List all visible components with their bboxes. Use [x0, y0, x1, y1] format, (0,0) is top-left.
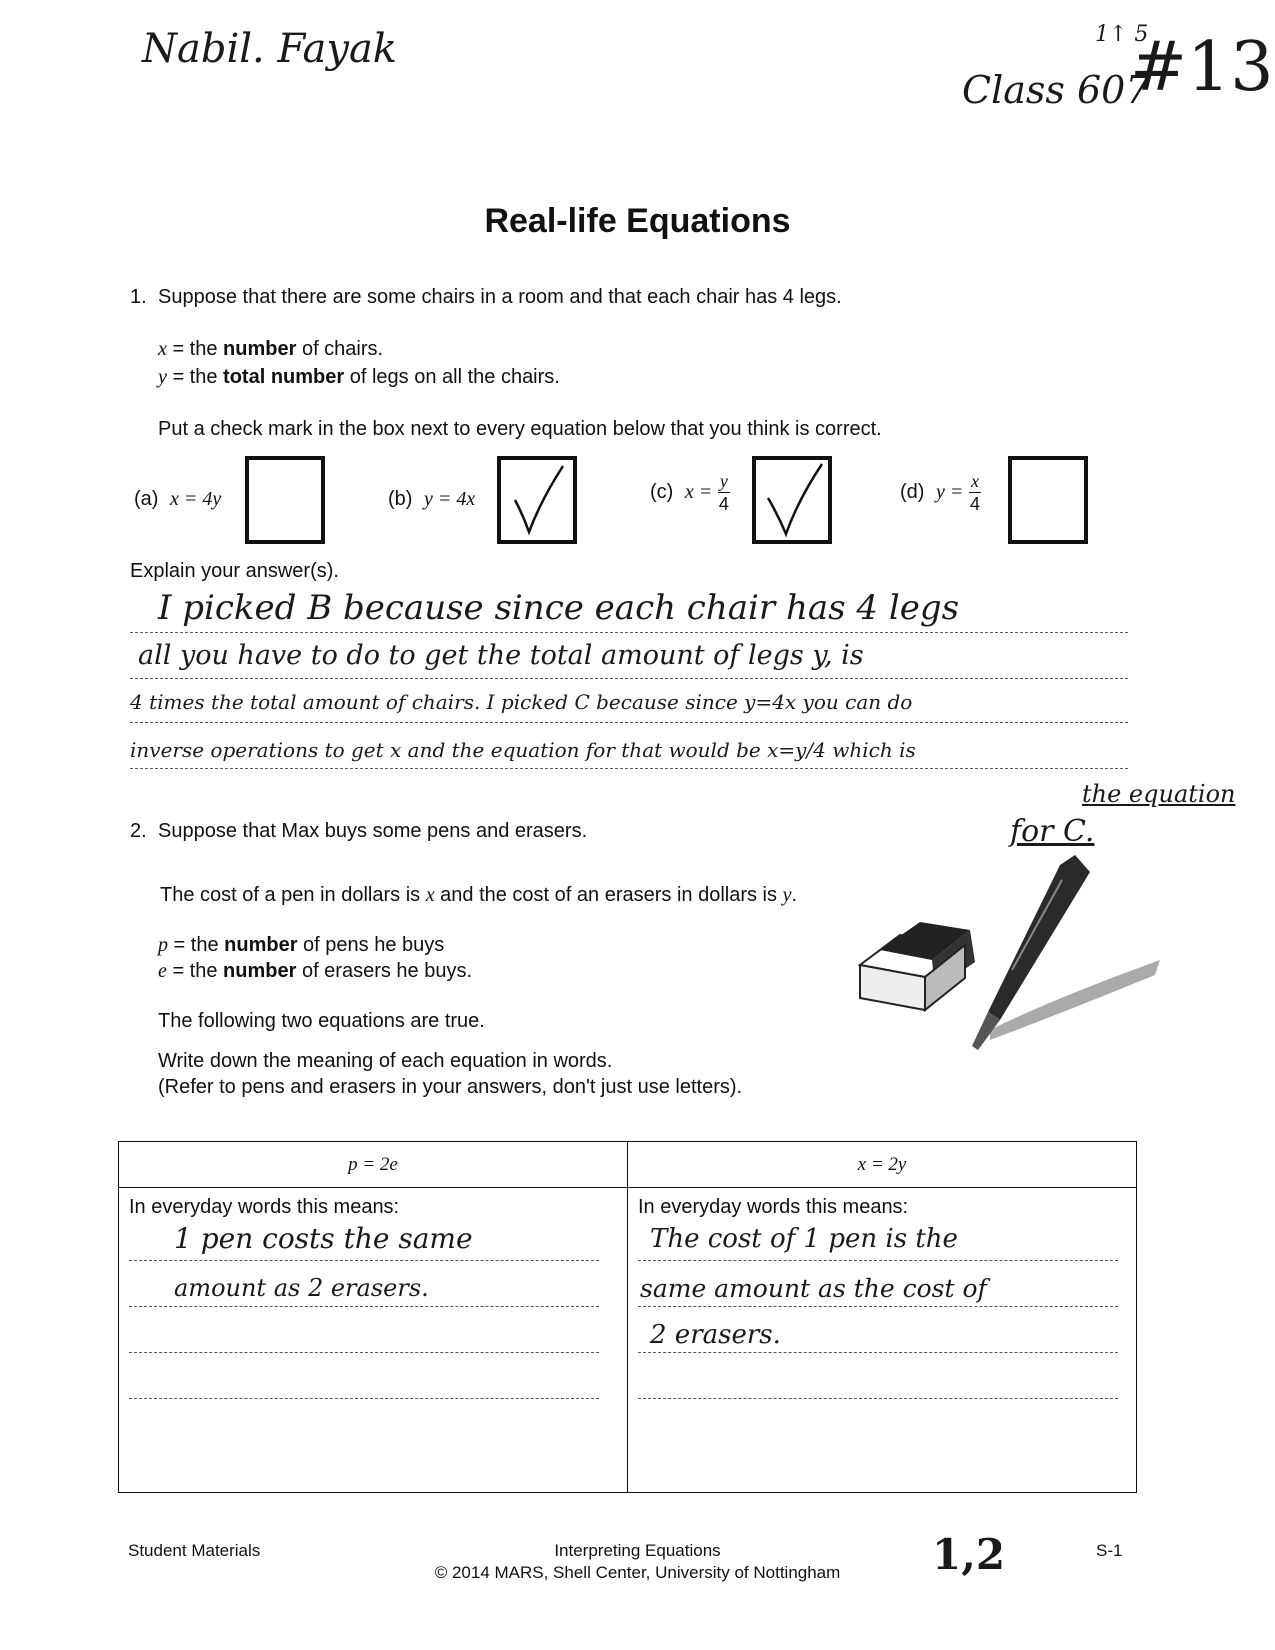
footer-center-2: © 2014 MARS, Shell Center, University of Nottingham	[434, 1563, 841, 1582]
def-bold: number	[223, 338, 297, 360]
q1-def-y	[158, 366, 560, 389]
q2-def-e	[158, 960, 472, 983]
def-bold: number	[223, 960, 297, 982]
answer-line	[638, 1260, 1118, 1261]
pen-icon	[972, 855, 1160, 1050]
def-bold: number	[224, 934, 298, 956]
footer-center-1: Interpreting Equations	[554, 1541, 721, 1560]
footer-right: S-1	[1096, 1541, 1123, 1560]
answer-line	[129, 1352, 599, 1353]
def-bold: total number	[223, 366, 345, 388]
cost-text: .	[791, 884, 798, 906]
check-mark-icon	[501, 460, 573, 540]
answer-line	[638, 1352, 1118, 1353]
def-text: = the	[166, 338, 224, 360]
explain-label: Explain your answer(s).	[130, 560, 339, 582]
answer-text[interactable]: inverse operations to get x and the equation for that would be x=y/4 which is	[130, 738, 916, 762]
answer-text[interactable]: The cost of 1 pen is the	[650, 1224, 958, 1254]
option-a	[134, 488, 221, 511]
def-text: of chairs.	[296, 338, 384, 360]
def-text: of legs on all the chairs.	[344, 366, 560, 388]
means-label: In everyday words this means:	[638, 1196, 909, 1218]
var-y: y	[158, 366, 167, 388]
option-equation: y =	[936, 480, 964, 503]
q2-write-meaning: Write down the meaning of each equation in words.	[158, 1050, 613, 1072]
answer-text[interactable]: 4 times the total amount of chairs. I picked C because since y=4x you can do	[130, 690, 913, 714]
var-x: x	[425, 884, 435, 906]
option-equation: x =	[684, 480, 713, 503]
student-name: Nabil. Fayak	[142, 26, 398, 72]
class-note: Class 607	[962, 68, 1150, 112]
col2-header	[628, 1142, 1137, 1188]
means-label: In everyday words this means:	[129, 1196, 400, 1218]
def-text: = the	[166, 366, 224, 388]
checkbox-b[interactable]	[497, 456, 577, 544]
q1-number: 1.	[130, 286, 147, 308]
equation-label: p = 2e	[348, 1153, 398, 1175]
score-mark: 1,2	[932, 1530, 1006, 1579]
option-label: (a)	[134, 488, 159, 510]
q2-true-eq: The following two equations are true.	[158, 1010, 485, 1032]
answer-text[interactable]: same amount as the cost of	[640, 1274, 987, 1303]
option-label: (b)	[388, 488, 413, 510]
answer-line	[130, 678, 1128, 679]
number-mark: #13	[1130, 28, 1274, 107]
q2-def-p	[158, 934, 444, 957]
option-b	[388, 488, 475, 511]
footer-left: Student Materials	[128, 1541, 261, 1560]
option-label: (c)	[650, 480, 674, 503]
cost-text: The cost of a pen in dollars is	[160, 884, 426, 906]
def-text: of pens he buys	[297, 934, 445, 956]
answer-line	[129, 1306, 599, 1307]
cost-text: and the cost of an erasers in dollars is	[434, 884, 783, 906]
q1-def-x	[158, 338, 383, 361]
var-e: e	[158, 960, 167, 982]
q2-refer-note: (Refer to pens and erasers in your answers, don't just use letters).	[158, 1076, 743, 1098]
answer-text[interactable]: 1 pen costs the same	[174, 1222, 473, 1255]
fraction-num: y	[719, 471, 728, 491]
fraction-den: 4	[969, 494, 980, 514]
header-scribble: 1↑ 5	[1095, 22, 1149, 47]
def-text: = the	[168, 934, 225, 956]
q1-instruction: Put a check mark in the box next to every equation below that you think is correct.	[158, 418, 882, 440]
page-title: Real-life Equations	[484, 202, 791, 240]
def-text: = the	[166, 960, 224, 982]
col1-answer-cell[interactable]	[119, 1188, 628, 1493]
var-y: y	[782, 884, 792, 906]
check-mark-icon	[756, 460, 828, 540]
option-equation: x = 4y	[170, 488, 222, 510]
var-x: x	[158, 338, 167, 360]
fraction	[718, 470, 730, 515]
answer-text[interactable]: the equation	[1082, 780, 1236, 808]
answer-text[interactable]: amount as 2 erasers.	[174, 1274, 429, 1302]
eraser-icon	[860, 922, 975, 1010]
answer-text[interactable]: I picked B because since each chair has 4 legs	[158, 588, 960, 628]
q2-prompt: Suppose that Max buys some pens and erasers.	[158, 820, 588, 842]
option-label: (d)	[900, 480, 925, 503]
q2-cost	[160, 884, 797, 907]
answer-line	[129, 1260, 599, 1261]
checkbox-a[interactable]	[245, 456, 325, 544]
answer-line	[638, 1398, 1118, 1399]
col1-header	[119, 1142, 628, 1188]
answer-text[interactable]: 2 erasers.	[650, 1320, 781, 1350]
option-c	[650, 470, 730, 515]
fraction	[969, 470, 981, 515]
q1-prompt: Suppose that there are some chairs in a room and that each chair has 4 legs.	[158, 286, 842, 308]
answer-text[interactable]: for C.	[1010, 814, 1095, 849]
var-p: p	[158, 934, 168, 956]
eraser-pen-illustration	[850, 850, 1170, 1050]
q2-number: 2.	[130, 820, 147, 842]
answer-line	[130, 768, 1128, 769]
checkbox-d[interactable]	[1008, 456, 1088, 544]
equation-table	[118, 1141, 1137, 1493]
fraction-den: 4	[718, 494, 729, 514]
answer-line	[129, 1398, 599, 1399]
fraction-num: x	[970, 471, 979, 491]
equation-label: x = 2y	[857, 1153, 907, 1175]
answer-line	[130, 632, 1128, 633]
answer-line	[130, 722, 1128, 723]
answer-line	[638, 1306, 1118, 1307]
option-d	[900, 470, 981, 515]
option-equation: y = 4x	[424, 488, 476, 510]
checkbox-c[interactable]	[752, 456, 832, 544]
answer-text[interactable]: all you have to do to get the total amount of legs y, is	[138, 640, 864, 671]
def-text: of erasers he buys.	[296, 960, 473, 982]
col2-answer-cell[interactable]	[628, 1188, 1137, 1493]
